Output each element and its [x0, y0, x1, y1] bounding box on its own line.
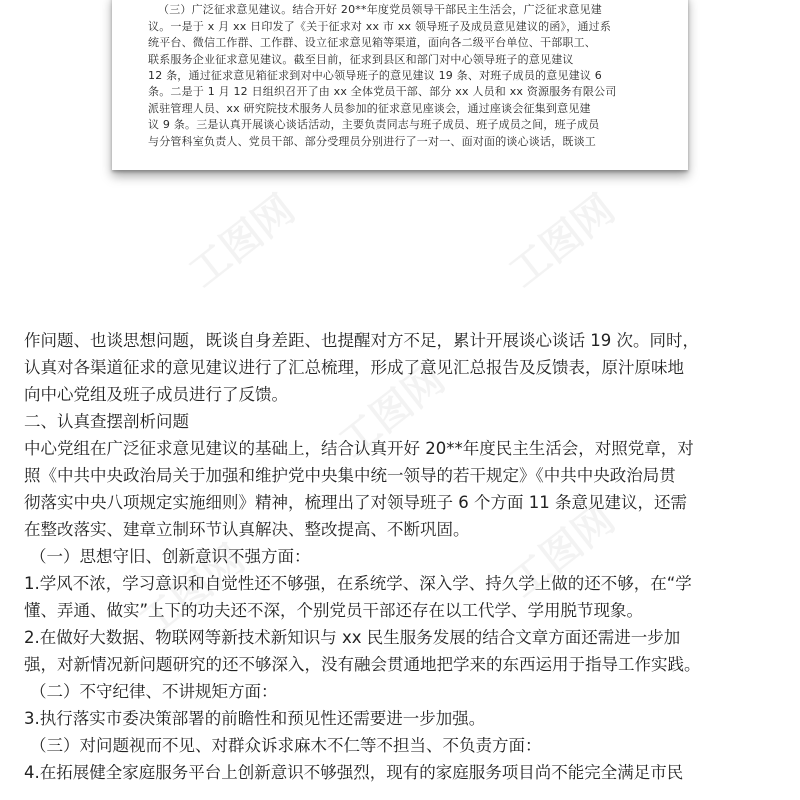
- body-line: 懂、弄通、做实”上下的功夫还不深，个别党员干部还存在以工代学、学用脱节现象。: [24, 601, 644, 620]
- preview-line: 联系服务企业征求意见建议。截至目前，征求到县区和部门对中心领导班子的意见建议: [148, 52, 574, 66]
- body-line: 认真对各渠道征求的意见建议进行了汇总梳理，形成了意见汇总报告及反馈表，原汁原味地: [24, 358, 684, 377]
- preview-line: 条。二是于 1 月 12 日组织召开了由 xx 全体党员干部、部分 xx 人员和 xx 资源服务有限公司: [148, 85, 617, 99]
- subsection-heading: （二）不守纪律、不讲规矩方面：: [30, 682, 278, 701]
- preview-line: 统平台、微信工作群、工作群、设立征求意见箱等渠道，面向各二级平台单位、干部职工、: [148, 36, 596, 50]
- body-line: 3.执行落实市委决策部署的前瞻性和预见性还需要进一步加强。: [24, 709, 486, 728]
- subsection-heading: （一）思想守旧、创新意识不强方面：: [30, 547, 311, 566]
- preview-line: 议 9 条。三是认真开展谈心谈话活动，主要负责同志与班子成员、班子成员之间，班子成员: [148, 118, 600, 132]
- body-line: 照《中共中央政治局关于加强和维护党中央集中统一领导的若干规定》《中共中央政治局贯: [24, 466, 676, 485]
- preview-text-block: [148, 0, 656, 150]
- section-heading: 二、认真查摆剖析问题: [24, 412, 189, 431]
- preview-line: 与分管科室负责人、党员干部、部分受理员分别进行了一对一、面对面的谈心谈话，既谈工: [148, 134, 596, 148]
- preview-line: （三）广泛征求意见建议。结合开好 20**年度党员领导干部民主生活会，广泛征求意见建: [158, 3, 602, 17]
- body-line: 作问题、也谈思想问题，既谈自身差距、也提醒对方不足，累计开展谈心谈话 19 次。同时，: [24, 331, 699, 350]
- body-line: 强，对新情况新问题研究的还不够深入，没有融会贯通地把学来的东西运用于指导工作实践。: [24, 655, 701, 674]
- subsection-heading: （三）对问题视而不见、对群众诉求麻木不仁等不担当、不负责方面：: [30, 736, 542, 755]
- watermark-1: [175, 179, 305, 298]
- preview-line: 议。一是于 x 月 xx 日印发了《关于征求对 xx 市 xx 领导班子及成员意见建议的函》，通过系: [148, 19, 612, 33]
- body-line: 向中心党组及班子成员进行了反馈。: [24, 385, 288, 404]
- preview-line: 派驻管理人员、xx 研究院技术服务人员参加的征求意见座谈会，通过座谈会征集到意见建: [148, 101, 591, 115]
- watermark-2: [495, 179, 625, 298]
- body-line: 在整改落实、建章立制环节认真解决、整改提高、不断巩固。: [24, 520, 470, 539]
- body-line: 1.学风不浓，学习意识和自觉性还不够强，在系统学、深入学、持久学上做的还不够，在“学: [24, 574, 692, 593]
- body-line: 2.在做好大数据、物联网等新技术新知识与 xx 民生服务发展的结合文章方面还需进一步加: [24, 628, 681, 647]
- body-line: 彻落实中央八项规定实施细则》精神，梳理出了对领导班子 6 个方面 11 条意见建议，还需: [24, 493, 687, 512]
- document-body: [24, 327, 780, 786]
- body-line: 中心党组在广泛征求意见建议的基础上，结合认真开好 20**年度民主生活会，对照党章，对: [24, 439, 694, 458]
- body-line: 4.在拓展健全家庭服务平台上创新意识不够强烈，现有的家庭服务项目尚不能完全满足市民: [24, 763, 684, 782]
- preview-line: 12 条，通过征求意见箱征求到对中心领导班子的意见建议 19 条、对班子成员的意见建议 6: [148, 68, 602, 82]
- document-preview-card: [112, 0, 688, 170]
